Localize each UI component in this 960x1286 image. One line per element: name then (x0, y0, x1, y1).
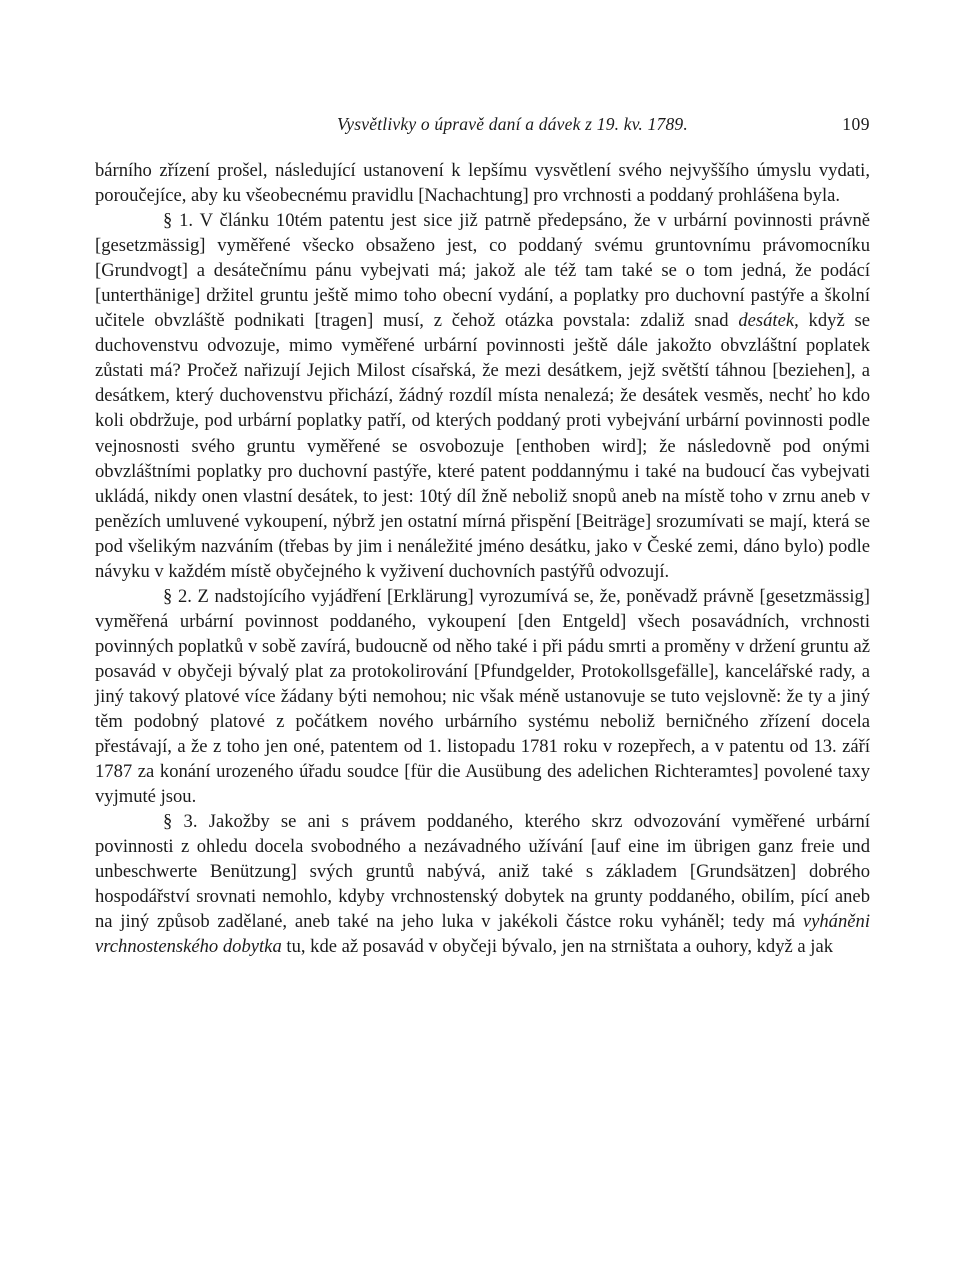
body-text (95, 158, 870, 960)
emphasis-term: vyháněni vrchnostenského dobytka (95, 911, 870, 958)
paragraph-text: V článku 10tém patentu jest sice již patrně předepsáno, že v urbární povinnosti právně [gesetzmässig] vyměřené všecko obsaženo jest, co poddaný svému gruntovnímu právomocníku [Grundvogt] a desátečnímu pánu vybejvati má; jakož ale též tam také se o tom jedná, že podácí [unterthänige] držitel gruntu ještě mimo toho obecní vydání, a poplatky pro duchovní pastýře a školní učitele obvzláště podnikati [tragen] musí, z čehož otázka povstala: zdaliž snad (95, 210, 870, 332)
paragraph-text: Jakožby se ani s právem poddaného, kterého skrz odvozování vyměřené urbární povinnosti z ohledu docela svobodného a nezávadného užívání [auf eine im übrigen ganz freie und unbeschwerte Benützung] svých gruntů nabývá, aniž také s základem [Grundsätzen] dobrého hospodářství srovnati nemohlo, kdyby vrchnostenský dobytek na grunty poddaného, obilím, pící aneb na jiný způsob zadělané, aneb také na jeho luka v jakékoli částce roku vyháněl; tedy má (95, 811, 870, 933)
running-head (95, 114, 870, 138)
page-number: 109 (842, 114, 870, 134)
section-number: § 3. (163, 811, 198, 833)
emphasis-term: desátek (738, 310, 795, 332)
section-number: § 2. (163, 585, 192, 607)
paragraph-section-1 (95, 208, 870, 584)
paragraph-text: tu, kde až posavád v obyčeji bývalo, jen na strništata a ouhory, když a jak (281, 936, 834, 958)
running-title: Vysvětlivky o úpravě daní a dávek z 19. kv. 1789. (337, 114, 688, 134)
paragraph-text: , když se duchovenstvu odvozuje, mimo vyměřené urbární povinnosti ještě dále jakožto obvzláštní poplatek zůstati má? Pročež nařizují Jejich Milost císařská, že mezi desátkem, jejž světští táhnou [beziehen], a desátkem, který duchovenstvu přichází, žádný rozdíl místa nenalezá; že desátek vesměs, nechť ho kdo koli obdržuje, pod urbární poplatky patří, od kterých poddaný proti vybejvání urbární povinnosti podle vejnosnosti svého gruntu vyměřené se osvobozuje [enthoben wird]; že následovně pod onými obvzláštními poplatky pro duchovní pastýře, které patent poddannýmu i také na budoucí čas vybejvati ukládá, nikdy onen vlastní desátek, to jest: 10tý díl žně neboliž snopů aneb na místě toho v zrnu aneb v penězích umluvené vykoupení, nýbrž jen ostatní mírná přispění [Beiträge] srozumívati se mají, která se pod všelikým nazváním (třebas by jim i nenáležité jméno desátku, jako v České zemi, dáno bylo) podle návyku v každém místě obyčejného k vyživení duchovních pastýřů odvozují. (95, 310, 871, 582)
paragraph-section-2 (95, 584, 870, 809)
paragraph-text: Z nadstojícího vyjádření [Erklärung] vyrozumívá se, že, poněvadž právně [gesetzmässig] vyměřená urbární povinnost poddaného, vykoupení [den Entgeld] všech posavádních, vrchnosti povinných poplatků v sobě zavírá, budoucně od něho také i při pádu smrti a proměny v držení gruntu až posavád v obyčeji bývalý plat za protokolirování [Pfundgelder, Protokollsgefälle], kancelářské rady, a jiný takový platové více žádany býti nemohou; nic však méně ustanovuje se tuto vejslovně: že ty a jiný těm podobný platové z počátkem nového urbárního systému neboliž berničného zřízení docela přestávají, a že z toho jen oné, patentem od 1. listopadu 1781 roku v rozepřech, a v patentu od 13. září 1787 za konání urozeného úřadu soudce [für die Ausübung des adelichen Richteramtes] povolené taxy vyjmuté jsou. (95, 585, 870, 808)
paragraph-text: bárního zřízení prošel, následující ustanovení k lepšímu vysvětlení svého nejvyššího úmyslu vydati, poroučejíce, aby ku všeobecnému pravidlu [Nachachtung] pro vrchnosti a poddaný prohlášena byla. (95, 160, 870, 207)
section-number: § 1. (163, 210, 194, 232)
paragraph-continuation (95, 158, 870, 208)
paragraph-section-3 (95, 809, 870, 959)
